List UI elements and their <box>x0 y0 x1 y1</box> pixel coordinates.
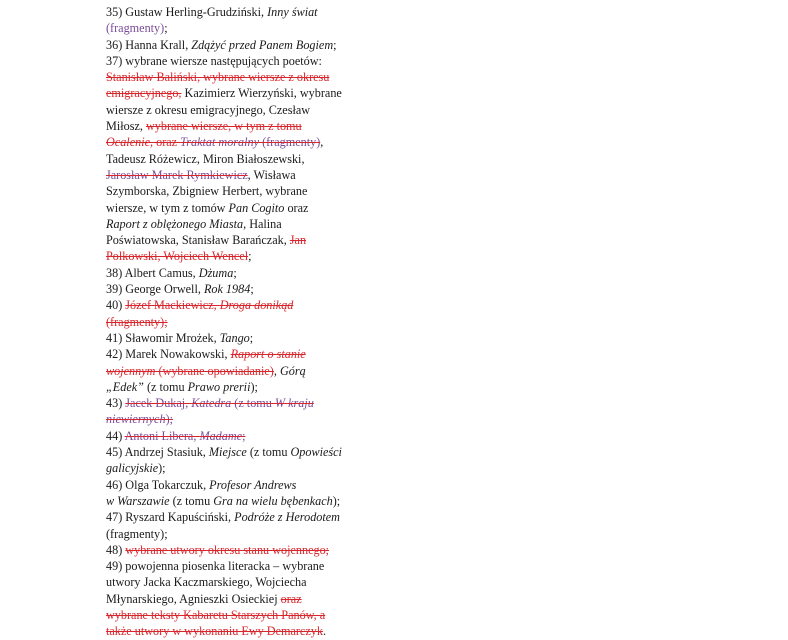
document-line <box>106 428 368 444</box>
document-line <box>106 444 368 460</box>
deleted-text: oraz <box>280 591 302 606</box>
title-text: Zdążyć przed Panem Bogiem <box>191 37 334 52</box>
document-line <box>106 53 368 69</box>
title-text: Górą <box>279 363 306 378</box>
text-segment: (fragmenty); <box>106 526 168 541</box>
text-segment: 36) Hanna Krall, <box>106 37 192 52</box>
text-segment: , <box>273 363 280 378</box>
document-line <box>106 623 368 639</box>
document-line <box>106 85 368 101</box>
document-line <box>106 200 368 216</box>
title-text: galicyjskie <box>106 461 159 476</box>
deleted-text: Stanisław Baliński, wybrane wiersze z okresu <box>106 70 330 85</box>
deleted-text: Katedra <box>191 396 232 411</box>
document-line <box>106 477 368 493</box>
deleted-text: Jan <box>289 233 307 248</box>
title-text: Rok 1984 <box>203 282 251 297</box>
document-line <box>106 232 368 248</box>
text-segment: 35) Gustaw Herling-Grudziński, <box>106 5 268 19</box>
document-line <box>106 151 368 167</box>
title-text: Podróże z Herodotem <box>234 510 340 525</box>
deleted-text: emigracyjnego, <box>106 86 182 101</box>
deleted-text: ; <box>242 428 246 443</box>
text-segment: 39) George Orwell, <box>106 282 204 297</box>
text-segment: (z tomu <box>143 379 188 394</box>
document-line <box>106 281 368 297</box>
text-segment: 49) powojenna piosenka literacka – wybrane <box>106 559 325 574</box>
text-segment: 44) <box>106 428 125 443</box>
document-line <box>106 216 368 232</box>
text-segment: 38) Albert Camus, <box>106 265 199 280</box>
document-line <box>106 167 368 183</box>
text-segment: 37) wybrane wiersze następujących poetów: <box>106 53 322 68</box>
text-segment: Kazimierz Wierzyński, wybrane <box>181 86 342 101</box>
title-text: Miejsce <box>208 445 247 460</box>
text-segment: 45) Andrzej Stasiuk, <box>106 445 209 460</box>
document-line <box>106 493 368 509</box>
title-text: Inny świat <box>267 5 318 19</box>
text-segment: wiersze z okresu emigracyjnego, Czesław <box>106 102 311 117</box>
deleted-text: Polkowski, Wojciech Wencel <box>106 249 249 264</box>
document-line <box>106 248 368 264</box>
title-text: Raport z oblężonego Miasta <box>106 216 244 231</box>
document-line <box>106 20 368 36</box>
deleted-text: (z tomu <box>231 396 275 411</box>
document-line <box>106 542 368 558</box>
text-segment: 46) Olga Tokarczuk, <box>106 477 210 492</box>
document-line <box>106 379 368 395</box>
text-segment: ; <box>233 265 237 280</box>
text-segment: 47) Ryszard Kapuściński, <box>106 510 235 525</box>
document-line <box>106 4 368 20</box>
document-line <box>106 69 368 85</box>
text-segment: ; <box>248 249 252 264</box>
text-segment: (z tomu <box>246 445 291 460</box>
deleted-text: wybrane wiersze, w tym z tomu <box>145 119 302 134</box>
document-line <box>106 265 368 281</box>
document-line <box>106 607 368 623</box>
text-segment: utwory Jacka Kaczmarskiego, Wojciecha <box>106 575 307 590</box>
text-segment: Młynarskiego, Agnieszki Osieckiej <box>106 591 281 606</box>
document-line <box>106 330 368 346</box>
text-segment: 43) <box>106 396 126 411</box>
document-line <box>106 118 368 134</box>
title-text: Profesor Andrews <box>209 477 297 492</box>
document-line <box>106 297 368 313</box>
document-line <box>106 460 368 476</box>
text-segment: ); <box>250 379 258 394</box>
text-segment: wiersze, w tym z tomów <box>106 200 229 215</box>
title-text: Prawo prerii <box>187 379 251 394</box>
deleted-text: Madame <box>199 428 243 443</box>
deleted-text: Józef Mackiewicz, <box>125 298 220 313</box>
title-text: Tango <box>219 330 250 345</box>
deleted-text: Jacek Dukaj, <box>125 396 192 411</box>
deleted-text: (fragmenty); <box>106 314 168 329</box>
text-segment: 40) <box>106 298 126 313</box>
deleted-text: Raport o stanie <box>230 347 306 362</box>
deleted-text: Antoni Libera, <box>124 428 200 443</box>
deleted-text: Ocalenie, <box>106 135 154 150</box>
highlighted-text: (fragmenty) <box>106 21 165 36</box>
document-line <box>106 363 368 379</box>
text-segment: 41) Sławomir Mrożek, <box>106 330 220 345</box>
deleted-text: oraz <box>153 135 181 150</box>
text-segment: Poświatowska, Stanisław Barańczak, <box>106 233 290 248</box>
deleted-text: wybrane teksty Kabaretu Starszych Panów, a <box>106 607 326 622</box>
text-segment: (z tomu <box>169 493 214 508</box>
text-segment: . <box>322 624 326 639</box>
title-text: Gra na wielu bębenkach <box>213 493 333 508</box>
title-text: Dżuma <box>198 265 234 280</box>
deleted-text: wybrane utwory okresu stanu wojennego; <box>125 542 330 557</box>
deleted-text: Traktat moralny <box>180 135 260 150</box>
document-line <box>106 526 368 542</box>
deleted-text: także utwory w wykonaniu Ewy Demarczyk <box>106 624 323 639</box>
document-line <box>106 183 368 199</box>
title-text: Opowieści <box>290 445 342 460</box>
text-segment: , <box>320 135 324 150</box>
document-line <box>106 509 368 525</box>
deleted-text: wojennym <box>106 363 156 378</box>
reading-list-document <box>106 4 368 640</box>
document-line <box>106 558 368 574</box>
deleted-text: ); <box>165 412 174 427</box>
deleted-text: (fragmenty) <box>259 135 321 150</box>
title-text: „Edek” <box>106 379 144 394</box>
document-line <box>106 591 368 607</box>
text-segment: oraz <box>284 200 309 215</box>
text-segment: Tadeusz Różewicz, Miron Białoszewski, <box>106 151 305 166</box>
document-line <box>106 314 368 330</box>
document-line <box>106 37 368 53</box>
text-segment: 42) Marek Nowakowski, <box>106 347 231 362</box>
document-line <box>106 395 368 411</box>
document-line <box>106 411 368 427</box>
text-segment: , Wisława <box>247 167 296 182</box>
title-text: Pan Cogito <box>228 200 285 215</box>
text-segment: Miłosz, <box>106 119 146 134</box>
text-segment: ; <box>250 282 254 297</box>
text-segment: Szymborska, Zbigniew Herbert, wybrane <box>106 184 308 199</box>
deleted-text: Droga donikąd <box>219 298 294 313</box>
text-segment: ); <box>332 493 341 508</box>
text-segment: , Halina <box>243 216 282 231</box>
document-line <box>106 346 368 362</box>
text-segment: ; <box>164 21 168 36</box>
text-segment: ); <box>158 461 166 476</box>
deleted-text: Jarosław Marek Rymkiewicz <box>106 167 248 182</box>
document-line <box>106 134 368 150</box>
deleted-text: W kraju <box>274 396 314 411</box>
text-segment: 48) <box>106 542 126 557</box>
deleted-text: niewiernych <box>106 412 166 427</box>
document-line <box>106 102 368 118</box>
deleted-text: (wybrane opowiadanie) <box>155 363 274 378</box>
text-segment: ; <box>249 330 254 345</box>
text-segment: ; <box>333 37 337 52</box>
document-line <box>106 574 368 590</box>
title-text: w Warszawie <box>106 493 170 508</box>
